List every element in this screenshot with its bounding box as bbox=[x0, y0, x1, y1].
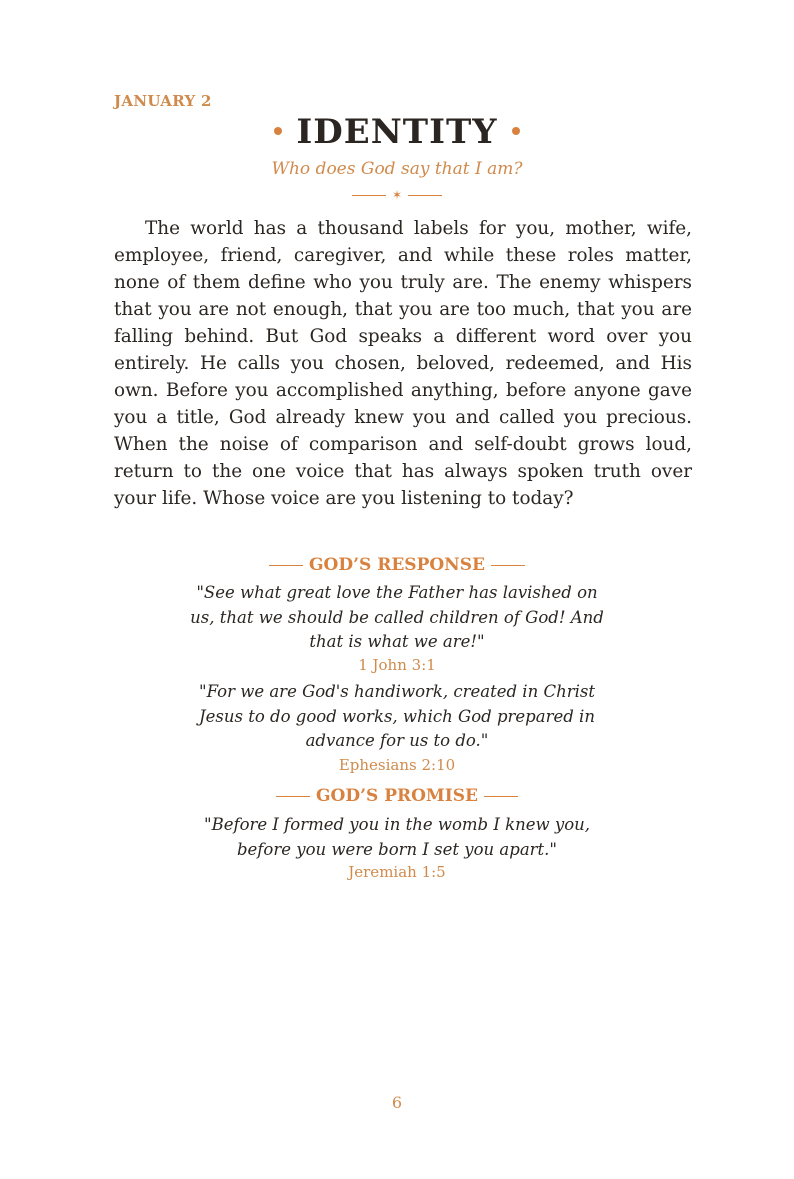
page-subtitle: Who does God say that I am? bbox=[271, 159, 523, 179]
bullet-dot-icon bbox=[274, 127, 282, 135]
devotion-body: The world has a thousand labels for you, mother, wife, employee, friend, caregiver, and while these roles matter, none of them define who you truly are. The enemy whispers that you are not enough, that you are too much, that you are falling behind. But God speaks a different word over you entirely. He calls you chosen, beloved, redeemed, and His own. Before you accomplished anything, before anyone gave you a title, God already knew you and called you precious. When the noise of comparison and self-doubt grows loud, return to the one voice that has always spoken truth over your life. Whose voice are you listening to today? bbox=[114, 218, 692, 509]
divider-line bbox=[408, 195, 442, 196]
verse-line: Jesus to do good works, which God prepared in bbox=[199, 706, 595, 726]
heading-rule bbox=[491, 565, 525, 566]
verse-line: "For we are God's handiwork, created in Christ bbox=[199, 682, 595, 701]
verse-line: "See what great love the Father has lavished on bbox=[196, 583, 598, 602]
response-heading-label: GOD’S RESPONSE bbox=[309, 555, 485, 575]
promise-verse bbox=[0, 813, 794, 862]
response-verse-1 bbox=[0, 581, 794, 655]
promise-heading bbox=[0, 786, 794, 806]
heading-rule bbox=[276, 796, 310, 797]
heading-rule bbox=[484, 796, 518, 797]
page-title: IDENTITY bbox=[296, 112, 498, 152]
response-verse-2 bbox=[0, 680, 794, 754]
verse-line: "Before I formed you in the womb I knew you, bbox=[203, 815, 591, 834]
verse-line: us, that we should be called children of God! And bbox=[190, 607, 604, 627]
verse-line: that is what we are!" bbox=[309, 632, 485, 651]
response-heading bbox=[0, 555, 794, 575]
promise-heading-label: GOD’S PROMISE bbox=[316, 786, 478, 806]
title-row bbox=[0, 112, 794, 152]
divider-line bbox=[352, 195, 386, 196]
star-ornament-icon: ✶ bbox=[391, 188, 403, 202]
heading-rule bbox=[269, 565, 303, 566]
verse-reference: Ephesians 2:10 bbox=[338, 756, 456, 774]
verse-reference: Jeremiah 1:5 bbox=[348, 863, 446, 881]
verse-line: advance for us to do." bbox=[305, 731, 489, 750]
bullet-dot-icon bbox=[512, 127, 520, 135]
verse-reference: 1 John 3:1 bbox=[358, 656, 436, 674]
title-divider bbox=[0, 186, 794, 204]
page-number: 6 bbox=[391, 1093, 403, 1112]
verse-line: before you were born I set you apart." bbox=[236, 839, 558, 859]
entry-date: JANUARY 2 bbox=[114, 92, 212, 110]
